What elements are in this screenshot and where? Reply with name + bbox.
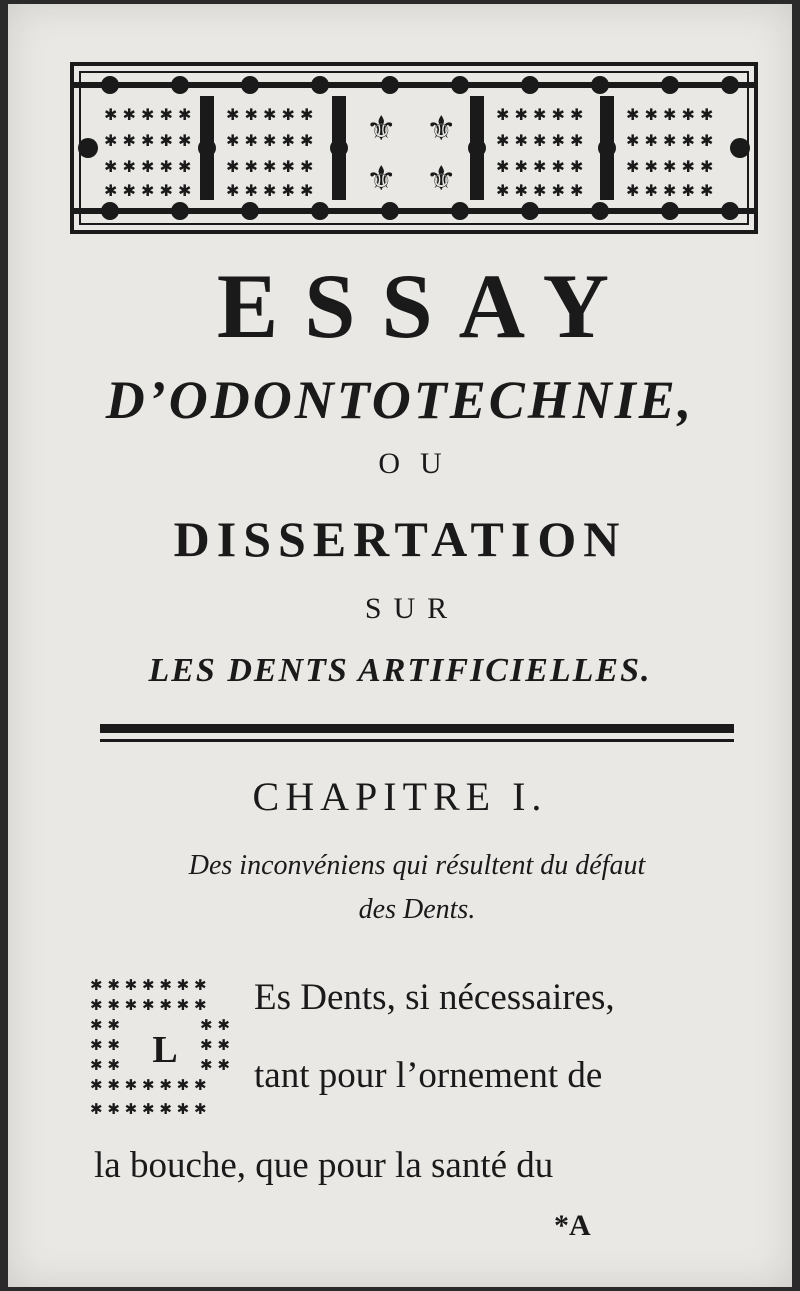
title-dents-artificielles: LES DENTS ARTIFICIELLES.	[148, 652, 652, 689]
svg-text:✱ ✱ ✱ ✱ ✱: ✱ ✱ ✱ ✱ ✱	[104, 105, 192, 124]
svg-text:✱ ✱ ✱ ✱ ✱: ✱ ✱ ✱ ✱ ✱	[626, 181, 714, 200]
svg-text:✱ ✱: ✱ ✱	[200, 1016, 230, 1034]
svg-text:✱ ✱ ✱ ✱ ✱ ✱ ✱: ✱ ✱ ✱ ✱ ✱ ✱ ✱	[90, 976, 207, 994]
svg-text:✱ ✱ ✱ ✱ ✱ ✱ ✱: ✱ ✱ ✱ ✱ ✱ ✱ ✱	[90, 1076, 207, 1094]
body-line-1: Es Dents, si nécessaires,	[254, 977, 615, 1018]
thick-rule	[100, 724, 734, 733]
svg-text:✱ ✱: ✱ ✱	[90, 1016, 120, 1034]
svg-text:✱ ✱ ✱ ✱ ✱ ✱ ✱: ✱ ✱ ✱ ✱ ✱ ✱ ✱	[90, 996, 207, 1014]
svg-text:⚜: ⚜	[426, 109, 457, 149]
chapter-subtitle-line1: Des inconvéniens qui résultent du défaut	[188, 850, 646, 881]
chapter-subtitle-line2: des Dents.	[358, 894, 476, 925]
svg-text:✱ ✱ ✱ ✱ ✱ ✱ ✱: ✱ ✱ ✱ ✱ ✱ ✱ ✱	[90, 1100, 207, 1118]
svg-text:✱ ✱ ✱ ✱ ✱: ✱ ✱ ✱ ✱ ✱	[496, 105, 584, 124]
svg-text:✱ ✱ ✱ ✱ ✱: ✱ ✱ ✱ ✱ ✱	[226, 181, 314, 200]
decorated-dropcap	[88, 974, 250, 1126]
title-essay: ESSAY	[216, 255, 636, 357]
svg-text:✱ ✱ ✱ ✱ ✱: ✱ ✱ ✱ ✱ ✱	[104, 181, 192, 200]
svg-text:✱ ✱: ✱ ✱	[90, 1056, 120, 1074]
svg-text:⚜: ⚜	[366, 109, 397, 149]
catchword-signature: *A	[554, 1209, 591, 1242]
body-line-2: tant pour l’ornement de	[254, 1055, 603, 1096]
svg-text:✱ ✱ ✱ ✱ ✱: ✱ ✱ ✱ ✱ ✱	[496, 157, 584, 176]
title-dissertation: DISSERTATION	[173, 511, 627, 567]
svg-text:✱ ✱ ✱ ✱ ✱: ✱ ✱ ✱ ✱ ✱	[104, 157, 192, 176]
svg-text:✱ ✱: ✱ ✱	[200, 1056, 230, 1074]
svg-text:✱ ✱ ✱ ✱ ✱: ✱ ✱ ✱ ✱ ✱	[626, 131, 714, 150]
title-sur: SUR	[364, 592, 460, 625]
book-page	[8, 4, 792, 1287]
svg-text:⚜: ⚜	[366, 159, 397, 199]
svg-text:✱ ✱ ✱ ✱ ✱: ✱ ✱ ✱ ✱ ✱	[226, 105, 314, 124]
dropcap-letter: L	[152, 1029, 178, 1071]
svg-text:✱ ✱ ✱ ✱ ✱: ✱ ✱ ✱ ✱ ✱	[226, 157, 314, 176]
svg-text:✱ ✱ ✱ ✱ ✱: ✱ ✱ ✱ ✱ ✱	[226, 131, 314, 150]
thin-rule	[100, 739, 734, 742]
svg-text:✱ ✱ ✱ ✱ ✱: ✱ ✱ ✱ ✱ ✱	[496, 131, 584, 150]
svg-text:✱ ✱ ✱ ✱ ✱: ✱ ✱ ✱ ✱ ✱	[626, 105, 714, 124]
title-ou: OU	[378, 447, 462, 480]
svg-text:✱ ✱ ✱ ✱ ✱: ✱ ✱ ✱ ✱ ✱	[626, 157, 714, 176]
svg-text:✱ ✱: ✱ ✱	[90, 1036, 120, 1054]
svg-text:✱ ✱: ✱ ✱	[200, 1036, 230, 1054]
title-odontotechnie: D’ODONTOTECHNIE,	[105, 370, 695, 430]
svg-text:✱ ✱ ✱ ✱ ✱: ✱ ✱ ✱ ✱ ✱	[496, 181, 584, 200]
svg-text:⚜: ⚜	[426, 159, 457, 199]
svg-text:✱ ✱ ✱ ✱ ✱: ✱ ✱ ✱ ✱ ✱	[104, 131, 192, 150]
decorative-headpiece-ornament	[70, 62, 758, 234]
chapter-subtitle	[92, 844, 742, 932]
chapter-heading: CHAPITRE I.	[252, 774, 548, 819]
body-line-3: la bouche, que pour la santé du	[94, 1145, 554, 1186]
